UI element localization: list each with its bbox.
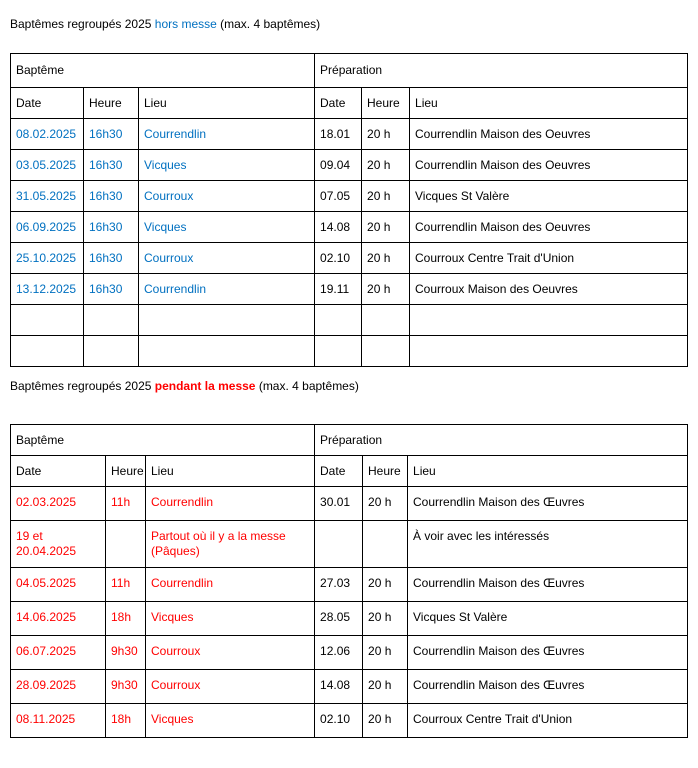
col-header-prep-date: Date: [315, 456, 363, 487]
cell-prep-heure: 20 h: [362, 243, 410, 274]
table-row: [11, 704, 688, 738]
cell-date: 02.03.2025: [11, 487, 106, 521]
section1-title-suffix: (max. 4 baptêmes): [216, 17, 321, 31]
cell-prep-lieu: Courrendlin Maison des Œuvres: [408, 670, 688, 704]
section2-title-prefix: Baptêmes regroupés 2025: [10, 379, 155, 393]
cell-prep-heure: 20 h: [362, 212, 410, 243]
cell-prep-lieu: Courrendlin Maison des Œuvres: [408, 487, 688, 521]
table-row: [11, 602, 688, 636]
cell-prep-heure: [363, 521, 408, 568]
table-row: [11, 243, 688, 274]
cell-date: 08.02.2025: [11, 119, 84, 150]
cell-prep-heure: 20 h: [363, 636, 408, 670]
cell-prep-lieu: Courrendlin Maison des Œuvres: [408, 636, 688, 670]
table-column-header: [11, 456, 688, 487]
cell-heure: [84, 336, 139, 367]
cell-prep-lieu: [410, 336, 688, 367]
cell-prep-date: 14.08: [315, 670, 363, 704]
col-header-prep-lieu: Lieu: [410, 88, 688, 119]
cell-prep-lieu: Courroux Maison des Oeuvres: [410, 274, 688, 305]
table-row: [11, 212, 688, 243]
cell-lieu: Courrendlin: [139, 274, 315, 305]
cell-prep-lieu: Courroux Centre Trait d'Union: [408, 704, 688, 738]
col-header-date: Date: [11, 456, 106, 487]
table-row: [11, 670, 688, 704]
cell-prep-date: 18.01: [315, 119, 362, 150]
cell-prep-heure: [362, 305, 410, 336]
cell-heure: 16h30: [84, 181, 139, 212]
cell-prep-lieu: À voir avec les intéressés: [408, 521, 688, 568]
cell-prep-lieu: Courrendlin Maison des Oeuvres: [410, 212, 688, 243]
table-row: [11, 636, 688, 670]
group-header-preparation: Préparation: [315, 425, 688, 456]
section1-title-prefix: Baptêmes regroupés 2025: [10, 17, 155, 31]
group-header-preparation: Préparation: [315, 54, 688, 88]
cell-date: 31.05.2025: [11, 181, 84, 212]
cell-prep-heure: 20 h: [362, 181, 410, 212]
cell-date: 25.10.2025: [11, 243, 84, 274]
hors-messe-table: [10, 53, 688, 367]
cell-heure: 9h30: [106, 636, 146, 670]
cell-prep-date: 14.08: [315, 212, 362, 243]
cell-prep-date: 27.03: [315, 568, 363, 602]
cell-date: 03.05.2025: [11, 150, 84, 181]
cell-date: 19 et 20.04.2025: [11, 521, 106, 568]
col-header-prep-heure: Heure: [363, 456, 408, 487]
col-header-prep-lieu: Lieu: [408, 456, 688, 487]
cell-prep-lieu: [410, 305, 688, 336]
cell-date: 06.07.2025: [11, 636, 106, 670]
table-column-header: [11, 88, 688, 119]
table-group-header: [11, 425, 688, 456]
cell-heure: 16h30: [84, 274, 139, 305]
section1-title: [10, 17, 320, 31]
table-row: [11, 119, 688, 150]
cell-prep-date: 02.10: [315, 704, 363, 738]
cell-prep-heure: 20 h: [363, 487, 408, 521]
table-row: [11, 274, 688, 305]
pendant-messe-table: [10, 424, 688, 738]
cell-prep-heure: [362, 336, 410, 367]
table-row: [11, 150, 688, 181]
cell-lieu: [139, 305, 315, 336]
cell-lieu: Courroux: [139, 181, 315, 212]
table-row: [11, 336, 688, 367]
cell-lieu: Courrendlin: [146, 487, 315, 521]
table-row: [11, 487, 688, 521]
col-header-lieu: Lieu: [139, 88, 315, 119]
cell-date: 08.11.2025: [11, 704, 106, 738]
cell-prep-date: 07.05: [315, 181, 362, 212]
col-header-heure: Heure: [84, 88, 139, 119]
cell-prep-heure: 20 h: [362, 150, 410, 181]
cell-lieu: Courrendlin: [146, 568, 315, 602]
cell-lieu: Courroux: [139, 243, 315, 274]
cell-prep-heure: 20 h: [363, 670, 408, 704]
cell-heure: 9h30: [106, 670, 146, 704]
table-row: [11, 305, 688, 336]
cell-heure: 16h30: [84, 243, 139, 274]
cell-heure: [84, 305, 139, 336]
section2-title-highlight: pendant la messe: [154, 379, 256, 393]
section2-title-suffix: (max. 4 baptêmes): [255, 379, 359, 393]
cell-prep-date: 19.11: [315, 274, 362, 305]
cell-prep-heure: 20 h: [363, 568, 408, 602]
cell-prep-lieu: Courroux Centre Trait d'Union: [410, 243, 688, 274]
cell-prep-lieu: Vicques St Valère: [408, 602, 688, 636]
cell-lieu: Vicques: [139, 150, 315, 181]
cell-heure: [106, 521, 146, 568]
section1-title-highlight: hors messe: [154, 17, 217, 31]
cell-heure: 16h30: [84, 119, 139, 150]
col-header-prep-date: Date: [315, 88, 362, 119]
cell-prep-lieu: Courrendlin Maison des Oeuvres: [410, 150, 688, 181]
cell-date: [11, 305, 84, 336]
col-header-date: Date: [11, 88, 84, 119]
cell-heure: 18h: [106, 704, 146, 738]
col-header-prep-heure: Heure: [362, 88, 410, 119]
cell-lieu: Courrendlin: [139, 119, 315, 150]
cell-prep-heure: 20 h: [363, 602, 408, 636]
group-header-bapteme: Baptême: [11, 54, 315, 88]
cell-prep-date: 30.01: [315, 487, 363, 521]
col-header-lieu: Lieu: [146, 456, 315, 487]
cell-heure: 11h: [106, 487, 146, 521]
cell-date: 14.06.2025: [11, 602, 106, 636]
cell-lieu: Vicques: [146, 704, 315, 738]
cell-lieu: Courroux: [146, 670, 315, 704]
group-header-bapteme: Baptême: [11, 425, 315, 456]
cell-heure: 18h: [106, 602, 146, 636]
cell-prep-lieu: Courrendlin Maison des Oeuvres: [410, 119, 688, 150]
cell-prep-date: 02.10: [315, 243, 362, 274]
cell-heure: 16h30: [84, 212, 139, 243]
cell-date: 28.09.2025: [11, 670, 106, 704]
cell-lieu: Vicques: [146, 602, 315, 636]
table-row: [11, 568, 688, 602]
cell-prep-date: 12.06: [315, 636, 363, 670]
cell-heure: 16h30: [84, 150, 139, 181]
table-row: [11, 521, 688, 568]
cell-date: 13.12.2025: [11, 274, 84, 305]
cell-prep-lieu: Courrendlin Maison des Œuvres: [408, 568, 688, 602]
table-group-header: [11, 54, 688, 88]
cell-prep-date: 28.05: [315, 602, 363, 636]
section2-title: [10, 379, 359, 393]
cell-lieu: Courroux: [146, 636, 315, 670]
cell-prep-heure: 20 h: [362, 119, 410, 150]
cell-lieu: Partout où il y a la messe (Pâques): [146, 521, 315, 568]
cell-lieu: Vicques: [139, 212, 315, 243]
cell-heure: 11h: [106, 568, 146, 602]
cell-prep-date: [315, 521, 363, 568]
cell-prep-date: [315, 305, 362, 336]
cell-prep-heure: 20 h: [362, 274, 410, 305]
cell-prep-lieu: Vicques St Valère: [410, 181, 688, 212]
table-row: [11, 181, 688, 212]
col-header-heure: Heure: [106, 456, 146, 487]
cell-prep-heure: 20 h: [363, 704, 408, 738]
cell-prep-date: [315, 336, 362, 367]
cell-prep-date: 09.04: [315, 150, 362, 181]
cell-date: [11, 336, 84, 367]
cell-date: 06.09.2025: [11, 212, 84, 243]
cell-lieu: [139, 336, 315, 367]
cell-date: 04.05.2025: [11, 568, 106, 602]
